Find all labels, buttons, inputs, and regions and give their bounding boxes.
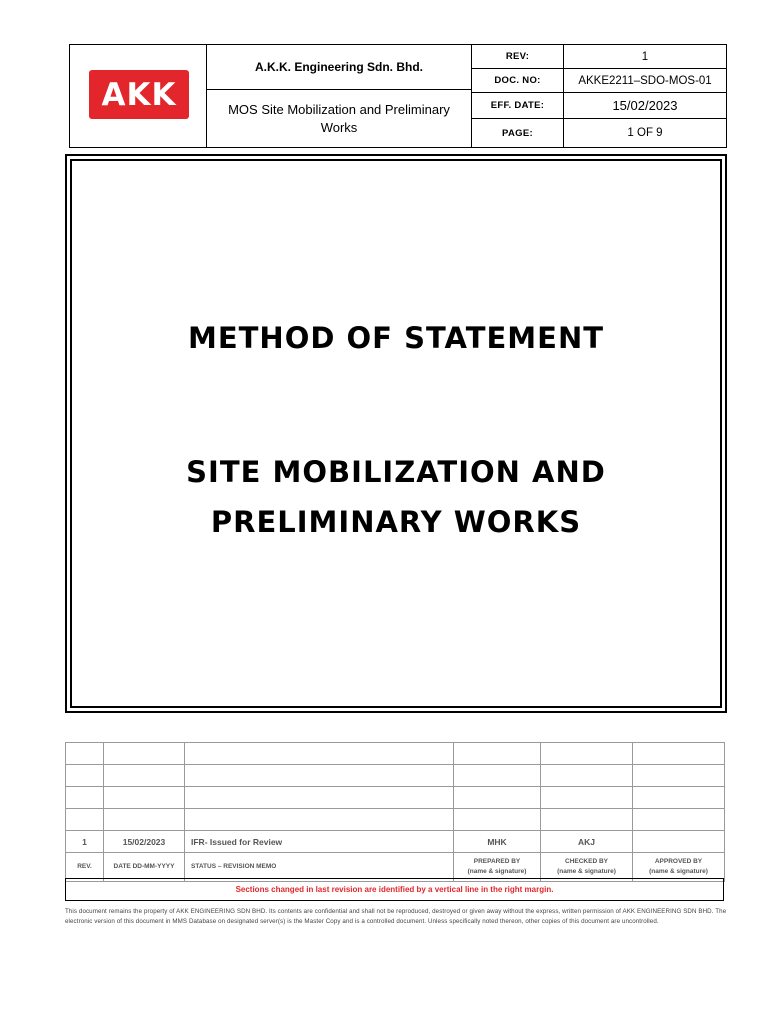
status-cell: IFR- Issued for Review xyxy=(185,831,454,853)
document-header xyxy=(69,44,727,148)
date-cell: 15/02/2023 xyxy=(104,831,185,853)
prepared-cell: MHK xyxy=(454,831,541,853)
cover-frame-inner xyxy=(70,159,722,708)
revision-table xyxy=(65,742,725,882)
page-value: 1 OF 9 xyxy=(627,127,663,139)
approved-by-label: APPROVED BY xyxy=(654,858,703,865)
revision-row-empty xyxy=(66,809,725,831)
page-row xyxy=(472,119,726,147)
rev-cell: 1 xyxy=(66,831,104,853)
approved-sig-label: (name & signature) xyxy=(649,868,708,875)
checked-sig-label: (name & signature) xyxy=(557,868,616,875)
confidentiality-disclaimer: This document remains the property of AKK ENGINEERING SDN BHD. Its contents are confidential and shall not be reproduced, destroyed or given away without the express, written permission of AKK ENGINEERING SDN BHD. The electronic version of this document in MMS Database on designated server(s) is the Master Copy and is a controlled document. Unless specifically noted thereon, other copies of this document are uncontrolled. xyxy=(65,908,727,925)
docno-value: AKKE2211–SDO-MOS-01 xyxy=(578,74,712,87)
cover-subtitle xyxy=(72,447,720,547)
rev-value: 1 xyxy=(641,50,649,63)
revision-row xyxy=(66,831,725,853)
cover-subtitle-line2: PRELIMINARY WORKS xyxy=(210,505,582,539)
revision-row-empty xyxy=(66,787,725,809)
rev-col-label: REV. xyxy=(66,853,104,882)
approved-cell xyxy=(633,831,725,853)
document-title: MOS Site Mobilization and Preliminary Works xyxy=(207,90,472,147)
page-label: PAGE: xyxy=(472,119,564,147)
company-name: A.K.K. Engineering Sdn. Bhd. xyxy=(207,45,472,90)
cover-frame xyxy=(65,154,727,713)
docno-row xyxy=(472,69,726,93)
cover-title: METHOD OF STATEMENT xyxy=(187,321,605,355)
date-col-label: DATE DD-MM-YYYY xyxy=(104,853,185,882)
logo-cell xyxy=(70,45,207,147)
checked-cell: AKJ xyxy=(541,831,633,853)
effdate-label: EFF. DATE: xyxy=(472,93,564,118)
prepared-by-label: PREPARED BY xyxy=(473,858,521,865)
checked-by-label: CHECKED BY xyxy=(565,858,608,865)
cover-subtitle-line1: SITE MOBILIZATION AND xyxy=(186,455,606,489)
revision-row-empty xyxy=(66,743,725,765)
revision-row-empty xyxy=(66,765,725,787)
rev-row xyxy=(472,45,726,69)
status-col-label: STATUS – REVISION MEMO xyxy=(185,853,454,882)
docno-label: DOC. NO: xyxy=(472,69,564,92)
effdate-row xyxy=(472,93,726,119)
effdate-value: 15/02/2023 xyxy=(612,98,678,113)
akk-logo: AKK xyxy=(89,70,189,119)
revision-notice: Sections changed in last revision are identified by a vertical line in the right margin. xyxy=(65,878,724,901)
prepared-sig-label: (name & signature) xyxy=(467,868,527,875)
rev-label: REV: xyxy=(472,45,564,68)
